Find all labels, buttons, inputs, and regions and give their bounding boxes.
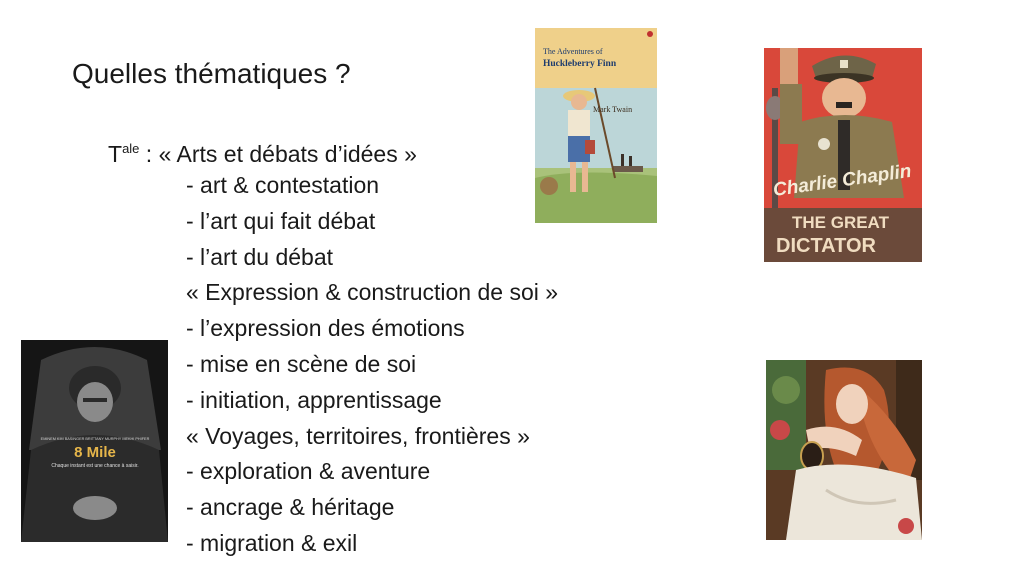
list-item: - l’art qui fait débat	[186, 207, 376, 234]
great-dictator-poster	[764, 48, 922, 262]
mile-title: 8 Mile	[74, 444, 116, 461]
huck-author: Mark Twain	[593, 105, 633, 114]
level-theme: : « Arts et débats d’idées »	[139, 141, 417, 167]
publisher-logo-icon	[647, 31, 653, 37]
level-heading	[108, 132, 417, 171]
list-item: - l’expression des émotions	[186, 315, 465, 342]
huckleberry-finn-cover	[535, 28, 657, 223]
mile-cast: EMINEM KIM BASINGER BRITTANY MURPHY MEKHI PHIFER	[40, 437, 150, 441]
huck-title-line2: Huckleberry Finn	[543, 59, 617, 69]
list-item: - ancrage & héritage	[186, 494, 395, 521]
theme-list	[186, 168, 558, 562]
level-superscript: ale	[122, 141, 140, 156]
list-item: - exploration & aventure	[186, 458, 431, 485]
list-item: - migration & exil	[186, 529, 358, 556]
list-item: - art & contestation	[186, 172, 380, 198]
eight-mile-poster	[21, 340, 168, 542]
list-item: - mise en scène de soi	[186, 350, 417, 377]
chaplin-title-line1: THE GREAT	[792, 213, 889, 232]
mile-tagline: Chaque instant est une chance à saisir.	[51, 463, 139, 469]
list-item: - initiation, apprentissage	[186, 386, 442, 413]
lady-lilith-painting	[766, 360, 922, 540]
huck-title-line1: The Adventures of	[543, 47, 603, 56]
list-item: - l’art du débat	[186, 243, 334, 270]
slide-title: Quelles thématiques ?	[72, 58, 351, 89]
list-item: « Expression & construction de soi »	[186, 279, 559, 306]
list-item: « Voyages, territoires, frontières »	[186, 422, 530, 449]
level-prefix: T	[108, 141, 123, 167]
chaplin-title-line2: DICTATOR	[776, 235, 876, 257]
chaplin-name: Charlie Chaplin	[771, 160, 913, 201]
